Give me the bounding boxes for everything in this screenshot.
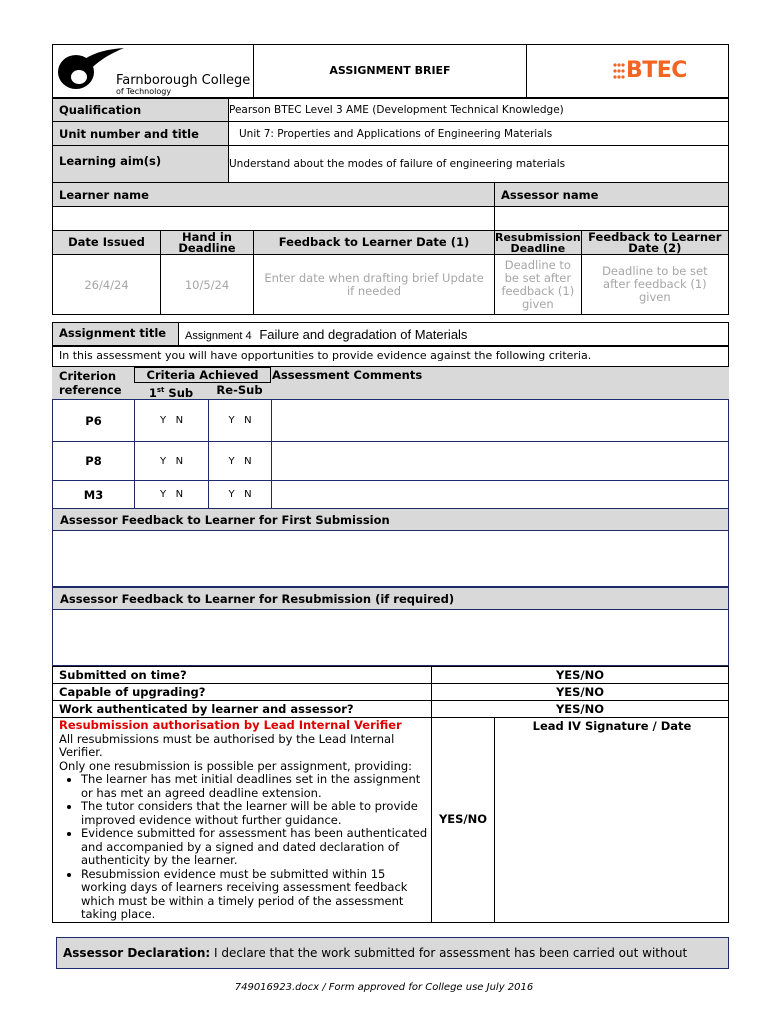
first-sub-yn[interactable]: Y N (135, 442, 209, 481)
resub-auth-line2: Only one resubmission is possible per assignment, providing: (59, 758, 413, 773)
assignment-number: Assignment 4 (185, 330, 252, 342)
check-label: Submitted on time? (53, 667, 432, 684)
resub-yn[interactable]: Y N (209, 481, 272, 509)
criteria-row (53, 400, 729, 442)
assessment-comments-label: Assessment Comments (272, 368, 423, 382)
assignment-title-label (52, 322, 179, 346)
college-name: Farnborough College (116, 73, 251, 88)
btec-logo (612, 58, 687, 83)
date-issued-label: Date Issued (53, 231, 161, 255)
btec-dots-icon (612, 61, 626, 81)
assignment-title-value (178, 322, 729, 346)
list-item: • Resubmission evidence must be submitted within 15 working days of learners receiving assessment feedback which must be within a timely period of the assessment taking place. (81, 868, 429, 922)
assessor-declaration (56, 937, 729, 969)
resub-yn[interactable]: Y N (209, 400, 272, 442)
list-item: • Evidence submitted for assessment has been authenticated and accompanied by a signed and dated declaration of authenticity by the learner. (81, 827, 429, 868)
assessor-name-label: Assessor name (495, 183, 729, 207)
list-item: • The learner has met initial deadlines set in the assignment or has met an agreed deadline extension. (81, 773, 429, 800)
resub-feedback-field[interactable] (52, 610, 729, 666)
resub-feedback-label: Assessor Feedback to Learner for Resubmission (if required) (52, 587, 729, 610)
learner-name-label: Learner name (53, 183, 495, 207)
qualification-label: Qualification (53, 99, 229, 122)
qualification-value: Pearson BTEC Level 3 AME (Development Technical Knowledge) (229, 99, 729, 122)
criterion-ref: M3 (53, 481, 135, 509)
assessment-comment[interactable] (272, 481, 729, 509)
title-cell (253, 44, 527, 98)
resub-deadline-text: Resubmission Deadline (495, 231, 581, 254)
aims-value: Understand about the modes of failure of engineering materials (229, 146, 729, 183)
first-feedback-label: Assessor Feedback to Learner for First Submission (52, 508, 729, 531)
feedback2-value[interactable]: Deadline to be set after feedback (1) given (581, 255, 728, 315)
resub-deadline-label (495, 231, 582, 255)
list-item: • The tutor considers that the learner will be able to provide improved evidence without further guidance. (81, 800, 429, 827)
learner-name-field[interactable] (53, 207, 495, 231)
unit-value: Unit 7: Properties and Applications of Engineering Materials (229, 122, 729, 146)
names-table (52, 182, 729, 231)
resub-auth-heading: Resubmission authorisation by Lead Internal Verifier (59, 718, 402, 732)
criteria-achieved-label: Criteria Achieved (134, 367, 271, 383)
check-value[interactable]: YES/NO (432, 701, 729, 718)
brief-title: ASSIGNMENT BRIEF (329, 64, 451, 77)
declaration-text: I declare that the work submitted for assessment has been carried out without (214, 946, 688, 960)
criteria-row (53, 442, 729, 481)
lead-iv-signature-label: Lead IV Signature / Date (532, 719, 692, 733)
resub-auth-line1: All resubmissions must be authorised by the Lead Internal Verifier. (59, 731, 395, 759)
criterion-ref-label: Criterion reference (59, 369, 122, 397)
btec-brand: BTEC (626, 58, 687, 83)
resub-yes-no[interactable]: YES/NO (438, 812, 488, 826)
aims-label: Learning aim(s) (53, 146, 229, 183)
assessor-name-field[interactable] (495, 207, 729, 231)
hand-in-label: Hand in Deadline (161, 231, 254, 255)
feedback1-value[interactable]: Enter date when drafting brief Update if needed (254, 255, 495, 315)
feedback1-label: Feedback to Learner Date (1) (254, 231, 495, 255)
info-table (52, 98, 729, 183)
assignment-intro: In this assessment you will have opportunities to provide evidence against the following criteria. (52, 346, 729, 367)
checks-table (52, 666, 729, 718)
criteria-row (53, 481, 729, 509)
unit-label: Unit number and title (53, 122, 229, 146)
footer: 749016923.docx / Form approved for College use July 2016 (234, 982, 534, 993)
college-sub: of Technology (116, 87, 172, 96)
hand-in-value[interactable]: 10/5/24 (161, 255, 254, 315)
resub-yn[interactable]: Y N (209, 442, 272, 481)
criterion-ref: P6 (53, 400, 135, 442)
check-label: Capable of upgrading? (53, 684, 432, 701)
assessment-comment[interactable] (272, 442, 729, 481)
declaration-label: Assessor Declaration: (63, 946, 211, 960)
assignment-title-label-text: Assignment title (59, 326, 167, 340)
date-issued-value[interactable]: 26/4/24 (53, 255, 161, 315)
assignment-title-text: Failure and degradation of Materials (259, 327, 468, 342)
resub-col-label: Re-Sub (216, 383, 263, 397)
resub-auth-text (59, 719, 429, 922)
check-value[interactable]: YES/NO (432, 667, 729, 684)
assessment-comment[interactable] (272, 400, 729, 442)
first-sub-label: 1st Sub (148, 385, 194, 400)
check-value[interactable]: YES/NO (432, 684, 729, 701)
first-sub-yn[interactable]: Y N (135, 400, 209, 442)
dates-table (52, 230, 729, 315)
resub-conditions (59, 773, 429, 922)
first-feedback-field[interactable] (52, 531, 729, 587)
criteria-table (52, 399, 729, 509)
first-sub-yn[interactable]: Y N (135, 481, 209, 509)
check-label: Work authenticated by learner and assessor? (53, 701, 432, 718)
feedback2-label: Feedback to Learner Date (2) (581, 231, 728, 255)
resub-deadline-value[interactable]: Deadline to be set after feedback (1) given (495, 255, 582, 315)
criterion-ref: P8 (53, 442, 135, 481)
